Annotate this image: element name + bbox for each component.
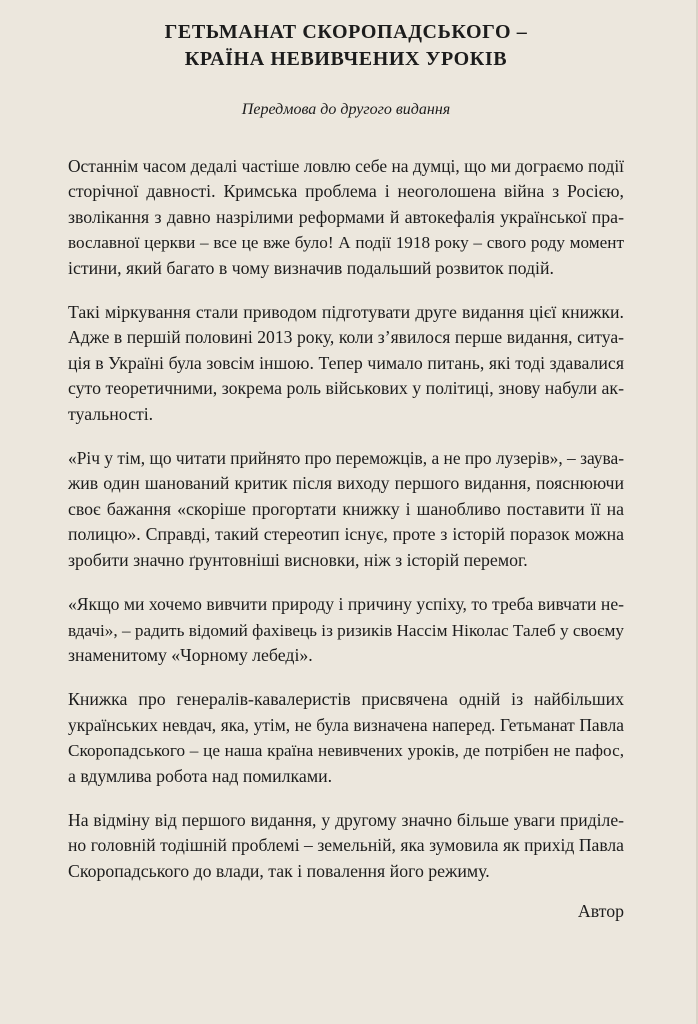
paragraph (68, 808, 624, 884)
paragraph-line: «Якщо ми хочемо вивчити природу і причину успіху, то треба вивчати не- (68, 594, 624, 615)
document-body (68, 154, 624, 884)
paragraph-line: ція в Україні була зовсім іншою. Тепер чимало питань, які тоді здавалися (68, 352, 624, 373)
paragraph-line: туальності. (68, 403, 154, 424)
document-title (68, 19, 624, 73)
paragraph-line: Адже в першій половині 2013 року, коли з’явилося перше видання, ситуа- (68, 327, 624, 348)
paragraph-line: Скоропадського до влади, так і повалення його режиму. (68, 860, 490, 881)
document-subtitle: Передмова до другого видання (241, 101, 451, 118)
paragraph-line: полицю». Справді, такий стереотип існує, проте з історій поразок можна (68, 524, 624, 545)
paragraph-line: Скоропадського – це наша країна невивчених уроків, де потрібен не пафос, (68, 741, 624, 761)
paragraph-line: суто теоретичними, зокрема роль військових у політиці, знову набули ак- (68, 378, 624, 399)
author-signature: Автор (577, 901, 624, 922)
paragraph (68, 687, 624, 789)
paragraph-line: Книжка про генералів-кавалеристів присвячена одній із найбільших (68, 689, 624, 710)
title-line-2: КРАЇНА НЕВИВЧЕНИХ УРОКІВ (184, 48, 508, 70)
paragraph-line: своє бажання «скоріше прогортати книжку і шанобливо поставити її на (68, 498, 624, 519)
paragraph-line: но головній тодішній проблемі – земельній, яка зумовила як прихід Павла (68, 835, 624, 856)
paragraph (68, 154, 624, 281)
paragraph-line: Останнім часом дедалі частіше ловлю себе на думці, що ми дограємо події (68, 156, 624, 176)
title-line-1: ГЕТЬМАНАТ СКОРОПАДСЬКОГО – (164, 21, 528, 43)
paragraph-line: зробити значно ґрунтовніші висновки, ніж з історій перемог. (68, 549, 528, 570)
paragraph-line: «Річ у тім, що читати прийнято про переможців, а не про лузерів», – заува- (68, 448, 624, 469)
paragraph (68, 446, 624, 573)
paragraph-line: а вдумлива робота над помилками. (68, 765, 333, 786)
paragraph (68, 592, 624, 668)
paragraph-line: На відміну від першого видання, у другому значно більше уваги приділе- (68, 809, 624, 830)
paragraph-line: жив один шанований критик після виходу першого видання, пояснюючи (68, 473, 624, 494)
paragraph-line: істини, який багато в чому визначив подальший розвиток подій. (68, 257, 554, 278)
paragraph (68, 300, 624, 427)
paragraph-line: вославної церкви – все це вже було! А події 1918 року – свого роду момент (68, 233, 624, 253)
paragraph-line: українських невдач, яка, утім, не була визначена наперед. Гетьманат Павла (68, 714, 624, 735)
paragraph-line: вдачі», – радить відомий фахівець із ризиків Нассім Ніколас Талеб у своєму (68, 620, 624, 640)
paragraph-line: зволікання з давно назрілими реформами й автокефалія української пра- (68, 206, 624, 227)
paragraph-line: Такі міркування стали приводом підготувати друге видання цієї книжки. (68, 302, 624, 323)
paragraph-line: сторічної давності. Кримська проблема і неоголошена війна з Росією, (68, 181, 624, 202)
paragraph-line: знаменитому «Чорному лебеді». (68, 644, 313, 665)
